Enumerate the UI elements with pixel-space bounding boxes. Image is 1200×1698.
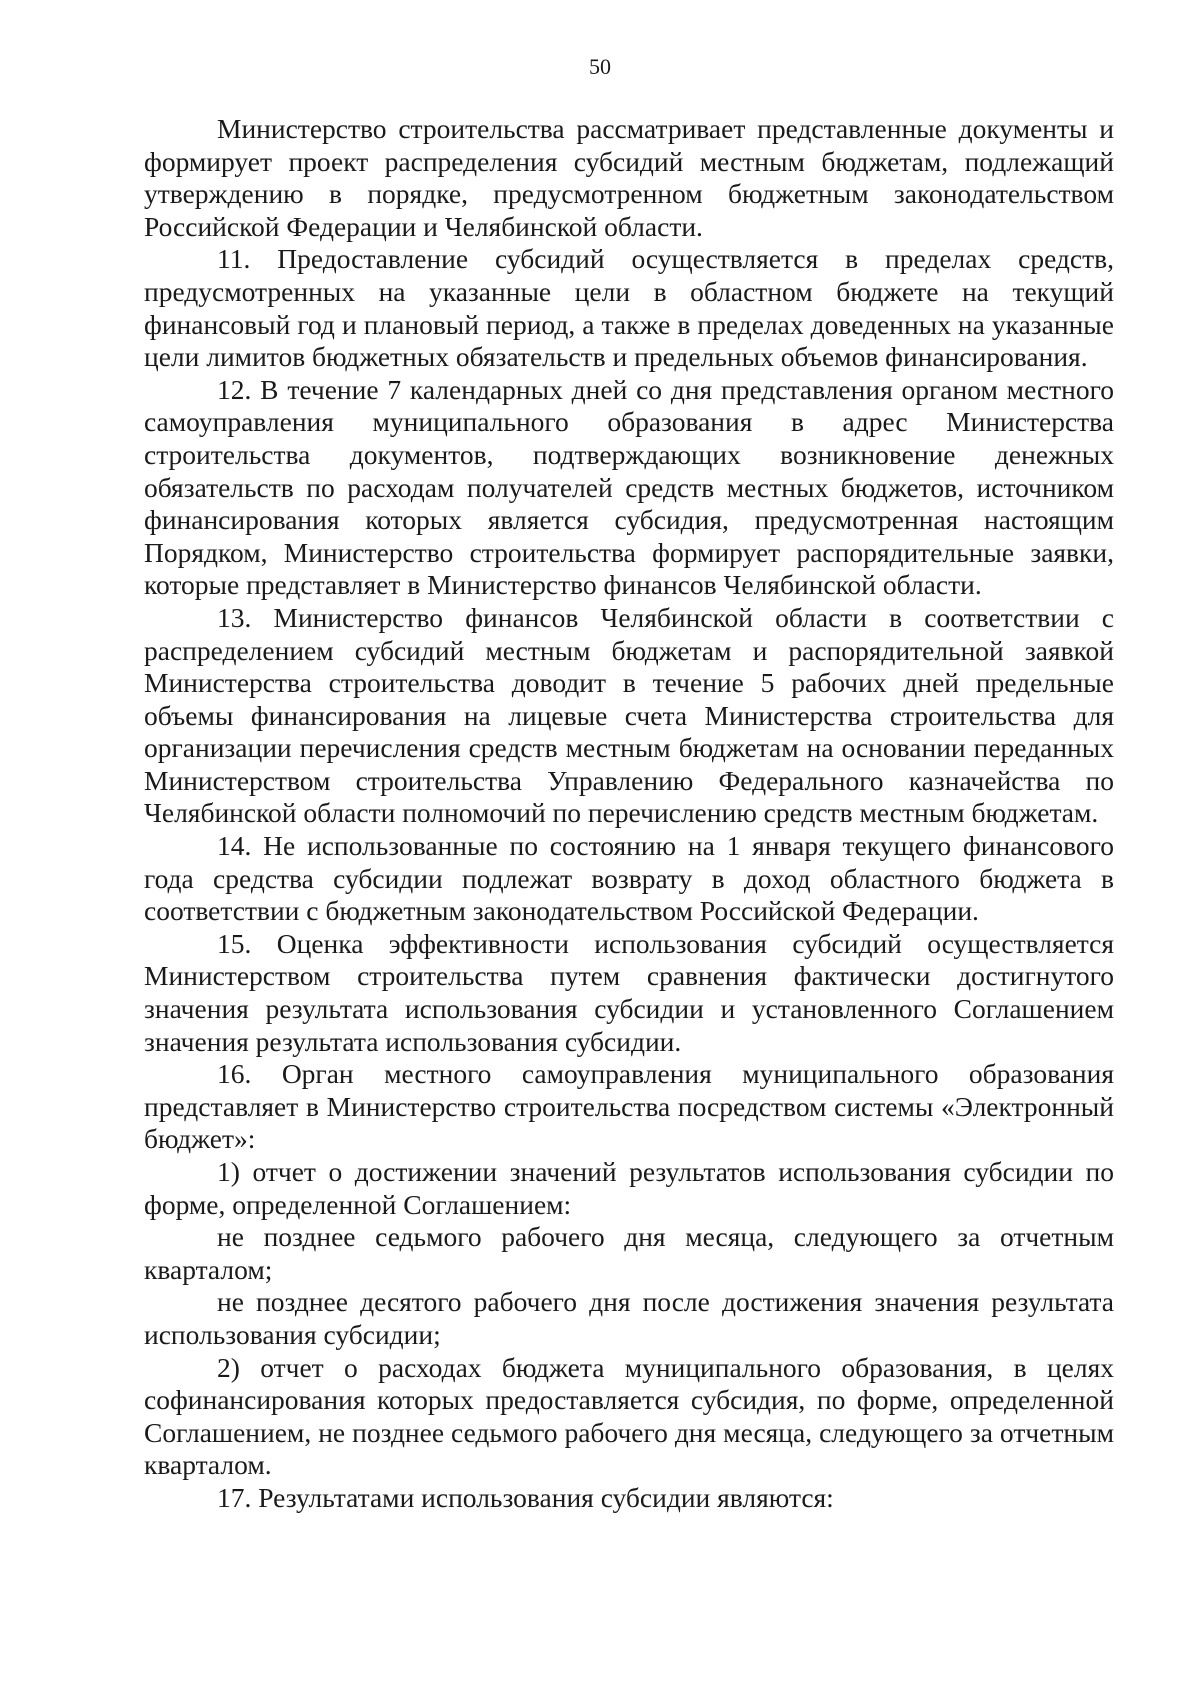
paragraph-16-item-1-deadline-a: не позднее седьмого рабочего дня месяца, следующего за отчетным кварталом; bbox=[144, 1221, 1114, 1285]
document-body bbox=[144, 113, 1114, 1515]
paragraph-16-item-1-deadline-b: не позднее десятого рабочего дня после достижения значения результата использования субсидии; bbox=[144, 1286, 1114, 1350]
paragraph-11: 11. Предоставление субсидий осуществляется в пределах средств, предусмотренных на указанные цели в областном бюджете на текущий финансовый год и плановый период, а также в пределах доведенных на указанные цели лимитов бюджетных обязательств и предельных объемов финансирования. bbox=[144, 243, 1114, 373]
paragraph-14: 14. Не использованные по состоянию на 1 января текущего финансового года средства субсидии подлежат возврату в доход областного бюджета в соответствии с бюджетным законодательством Российской Федерации. bbox=[144, 830, 1114, 927]
paragraph-16: 16. Орган местного самоуправления муниципального образования представляет в Министерство строительства посредством системы «Электронный бюджет»: bbox=[144, 1058, 1114, 1155]
paragraph-13: 13. Министерство финансов Челябинской области в соответствии с распределением субсидий местным бюджетам и распорядительной заявкой Министерства строительства доводит в течение 5 рабочих дней предельные объемы финансирования на лицевые счета Министерства строительства для организации перечисления средств местным бюджетам на основании переданных Министерством строительства Управлению Федерального казначейства по Челябинской области полномочий по перечислению средств местным бюджетам. bbox=[144, 601, 1114, 829]
paragraph-16-item-2: 2) отчет о расходах бюджета муниципального образования, в целях софинансирования которых предоставляется субсидия, по форме, определенной Соглашением, не позднее седьмого рабочего дня месяца, следующего за отчетным кварталом. bbox=[144, 1351, 1114, 1481]
paragraph-15: 15. Оценка эффективности использования субсидий осуществляется Министерством строительства путем сравнения фактически достигнутого значения результата использования субсидии и установленного Соглашением значения результата использования субсидии. bbox=[144, 927, 1114, 1057]
page-number: 50 bbox=[589, 54, 611, 79]
paragraph-16-item-1: 1) отчет о достижении значений результатов использования субсидии по форме, определенной Соглашением: bbox=[144, 1156, 1114, 1220]
paragraph-17: 17. Результатами использования субсидии являются: bbox=[217, 1481, 834, 1513]
paragraph-intro: Министерство строительства рассматривает представленные документы и формирует проект распределения субсидий местным бюджетам, подлежащий утверждению в порядке, предусмотренном бюджетным законодательством Российской Федерации и Челябинской области. bbox=[144, 113, 1114, 242]
paragraph-12: 12. В течение 7 календарных дней со дня представления органом местного самоуправления муниципального образования в адрес Министерства строительства документов, подтверждающих возникновение денежных обязательств по расходам получателей средств местных бюджетов, источником финансирования которых является субсидия, предусмотренная настоящим Порядком, Министерство строительства формирует распорядительные заявки, которые представляет в Министерство финансов Челябинской области. bbox=[144, 373, 1114, 601]
